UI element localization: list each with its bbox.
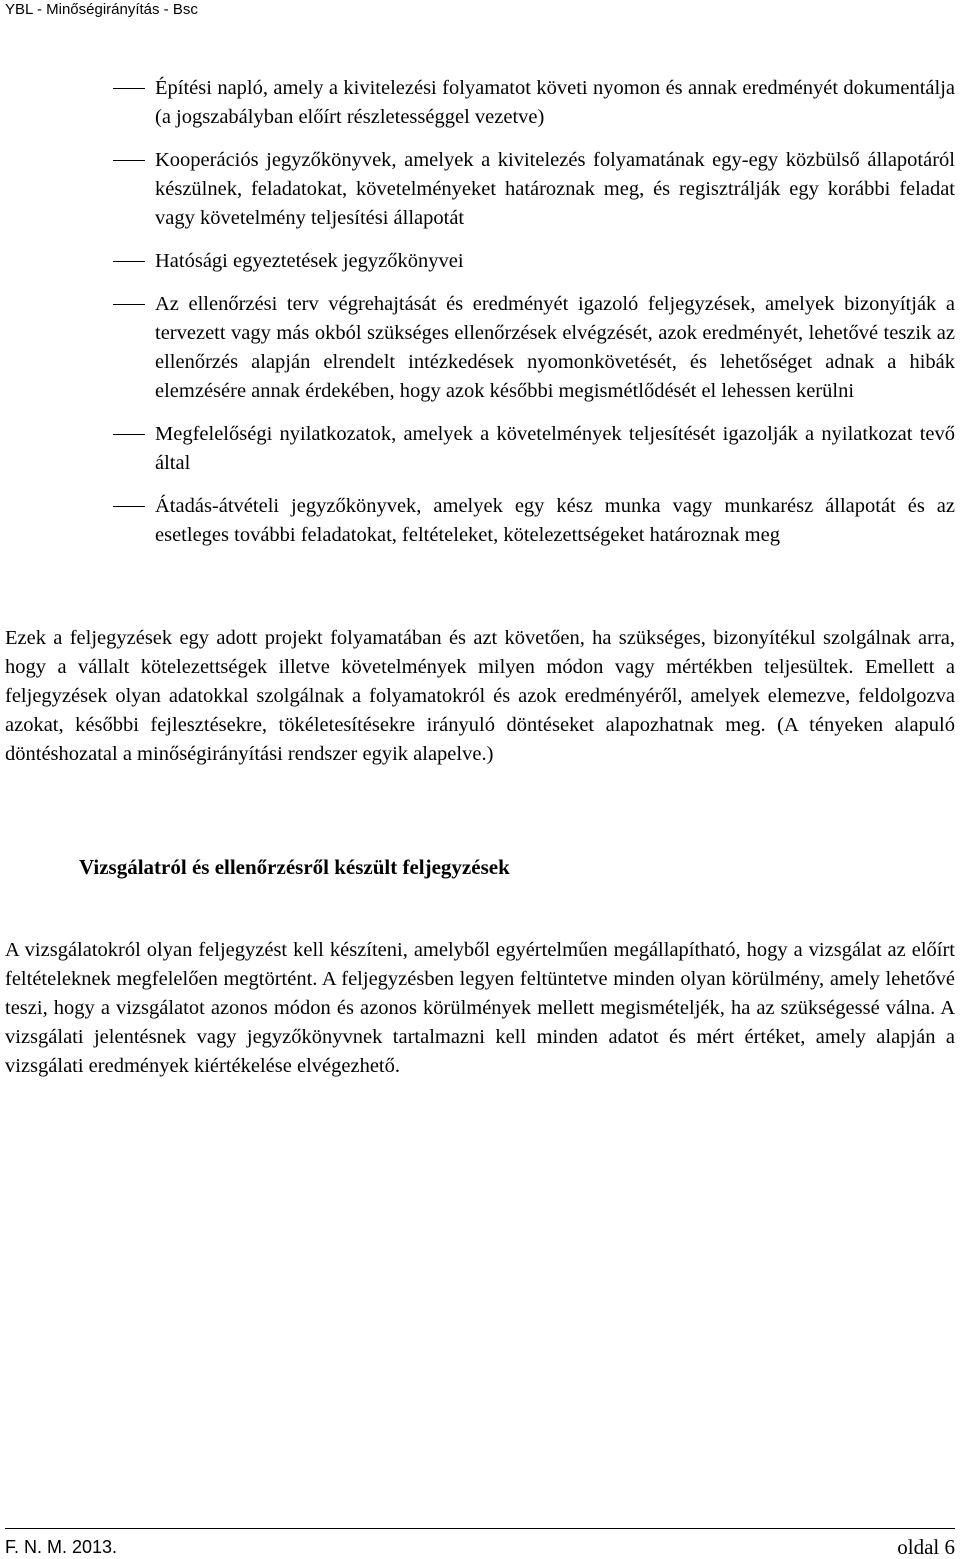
dash-bullet-icon: [113, 304, 145, 305]
footer-divider: [5, 1528, 955, 1529]
dash-bullet-icon: [113, 434, 145, 435]
list-item-text: Hatósági egyeztetések jegyzőkönyvei: [155, 250, 464, 272]
dash-bullet-icon: [113, 88, 145, 89]
list-item: [0, 247, 960, 276]
list-item: [0, 74, 960, 132]
dash-bullet-icon: [113, 506, 145, 507]
list-item-text: Az ellenőrzési terv végrehajtását és eredményét igazoló feljegyzések, amelyek bizonyítják a tervezett vagy más okból szükséges ellenőrzések elvégzését, azok eredményét, lehetővé teszik az ellenőrzés alapján elrendelt intézkedések nyomonkövetését, és lehetőséget adnak a hibák elemzésére annak érdekében, hogy azok későbbi megismétlődését el lehessen kerülni: [155, 293, 955, 402]
records-list: [0, 74, 960, 564]
list-item-text: Átadás-átvételi jegyzőkönyvek, amelyek egy kész munka vagy munkarész állapotát és az esetleges további feladatokat, feltételeket, kötelezettségeket határoznak meg: [155, 495, 955, 546]
page-header-title: YBL - Minőségirányítás - Bsc: [5, 1, 198, 18]
footer-page-number: oldal 6: [897, 1535, 955, 1559]
section-heading: Vizsgálatról és ellenőrzésről készült feljegyzések: [79, 855, 510, 879]
inspection-paragraph: A vizsgálatokról olyan feljegyzést kell készíteni, amelyből egyértelműen megállapítható, hogy a vizsgálat az előírt feltételeknek megfelelően megtörtént. A feljegyzésben legyen feltüntetve minden olyan körülmény, amely lehetővé teszi, hogy a vizsgálatot azonos módon és azonos körülmények mellett megismételjék, ha az szükségessé válna. A vizsgálati jelentésnek vagy jegyzőkönyvnek tartalmazni kell minden adatot és mért értéket, amely alapján a vizsgálati eredmények kiértékelése elvégezhető.: [5, 939, 955, 1077]
list-item: [0, 420, 960, 478]
list-item-text: Megfelelőségi nyilatkozatok, amelyek a követelmények teljesítését igazolják a nyilatkozat tevő által: [155, 423, 955, 474]
list-item-text: Kooperációs jegyzőkönyvek, amelyek a kivitelezés folyamatának egy-egy közbülső állapotáról készülnek, feladatokat, követelményeket határoznak meg, és regisztrálják egy korábbi feladat vagy követelmény teljesítési állapotát: [155, 149, 955, 229]
footer-author-year: F. N. M. 2013.: [5, 1537, 118, 1557]
list-item: [0, 290, 960, 406]
list-item: [0, 146, 960, 233]
list-item: [0, 492, 960, 550]
list-item-text: Építési napló, amely a kivitelezési folyamatot követi nyomon és annak eredményét dokumentálja (a jogszabályban előírt részletességgel vezetve): [155, 77, 955, 128]
summary-paragraph: Ezek a feljegyzések egy adott projekt folyamatában és azt követően, ha szükséges, bizonyítékul szolgálnak arra, hogy a vállalt kötelezettségek illetve követelmények milyen módon vagy mértékben teljesültek. Emellett a feljegyzések olyan adatokkal szolgálnak a folyamatokról és azok eredményéről, amelyek elemezve, feldolgozva azokat, későbbi fejlesztésekre, tökéletesítésekre irányuló döntéseket alapozhatnak meg. (A tényeken alapuló döntéshozatal a minőségirányítási rendszer egyik alapelve.): [5, 627, 955, 765]
dash-bullet-icon: [113, 261, 145, 262]
dash-bullet-icon: [113, 160, 145, 161]
